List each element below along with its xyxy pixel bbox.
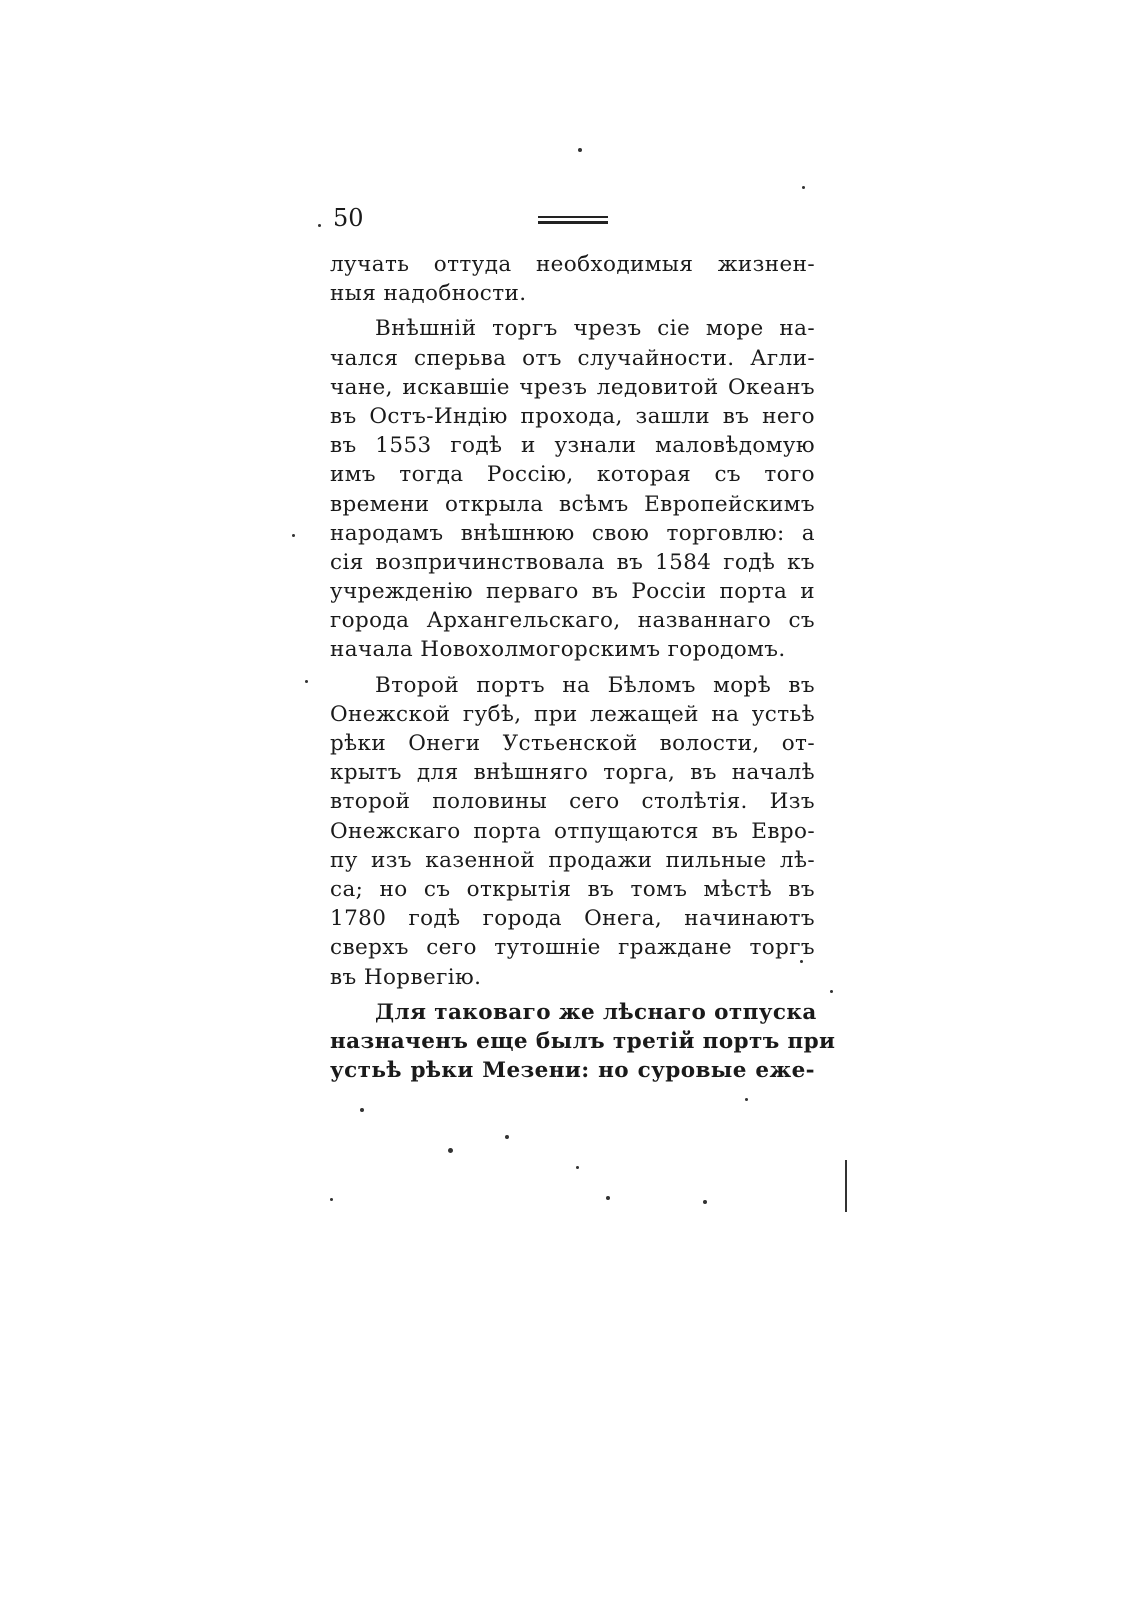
scan-speck [578,148,582,152]
header-ornament-rule [538,216,608,218]
scan-speck [606,1196,610,1200]
scan-speck [576,1166,579,1169]
text-line: въ Остъ-Индію прохода, зашли въ него [330,403,815,429]
text-line: крытъ для внѣшняго торга, въ началѣ [330,760,815,786]
text-line: лучать оттуда необходимыя жизнен- [330,252,815,277]
text-line: второй половины сего столѣтія. Изъ [330,789,815,815]
scan-speck [292,534,295,537]
scan-speck [448,1148,453,1153]
page-number: 50 [333,204,364,232]
text-line: сверхъ сего тутошніе граждане торгъ [330,935,815,961]
text-line: учрежденію перваго въ Россіи порта и [330,579,815,605]
text-line: назначенъ еще былъ третій портъ при [330,1028,836,1054]
text-line: са; но съ открытія въ томъ мѣстѣ въ [330,876,815,902]
paragraph [330,314,815,664]
text-line: Для таковаго же лѣснаго отпуска [375,999,817,1025]
scan-speck [703,1200,707,1204]
text-line: въ Норвегію. [330,964,482,990]
text-line: начала Новохолмогорскимъ городомъ. [330,637,786,663]
scan-speck [318,224,321,227]
scan-speck [360,1108,364,1112]
body-text [330,250,836,1085]
text-line: времени открыла всѣмъ Европейскимъ [330,491,815,517]
scan-speck [745,1098,748,1101]
scan-speck [505,1135,509,1139]
text-line: Второй портъ на Бѣломъ морѣ въ [375,672,815,698]
text-line: 1780 годѣ города Онега, начинаютъ [330,906,815,932]
paragraph [330,250,815,308]
scan-speck [305,680,308,683]
text-line: Внѣшній торгъ чрезъ сіе море на- [375,316,815,342]
text-line: города Архангельскаго, названнаго съ [330,608,815,634]
scan-edge-mark [845,1160,847,1212]
text-line: въ 1553 годѣ и узнали маловѣдомую [330,433,815,459]
text-line: сія возпричинствовала въ 1584 годѣ къ [330,549,815,575]
text-line: народамъ внѣшнюю свою торговлю: а [330,520,815,546]
text-line: ныя надобности. [330,281,527,307]
text-line: чане, искавшіе чрезъ ледовитой Океанъ [330,374,815,400]
text-line: имъ тогда Россію, которая съ того [330,462,815,488]
text-line: устьѣ рѣки Мезени: но суровые еже- [330,1058,815,1084]
paragraph [330,998,836,1086]
scan-speck [802,186,805,189]
scan-speck [800,960,803,963]
text-line: пу изъ казенной продажи пильные лѣ- [330,847,815,873]
scan-speck [330,1198,333,1201]
text-line: Онежскаго порта отпущаются въ Евро- [330,818,815,844]
scan-speck [830,990,833,993]
text-line: чался сперьва отъ случайности. Агли- [330,345,815,371]
paragraph [330,671,815,992]
text-line: рѣки Онеги Устьенской волости, от- [330,731,815,756]
text-line: Онежской губѣ, при лежащей на устьѣ [330,701,815,727]
